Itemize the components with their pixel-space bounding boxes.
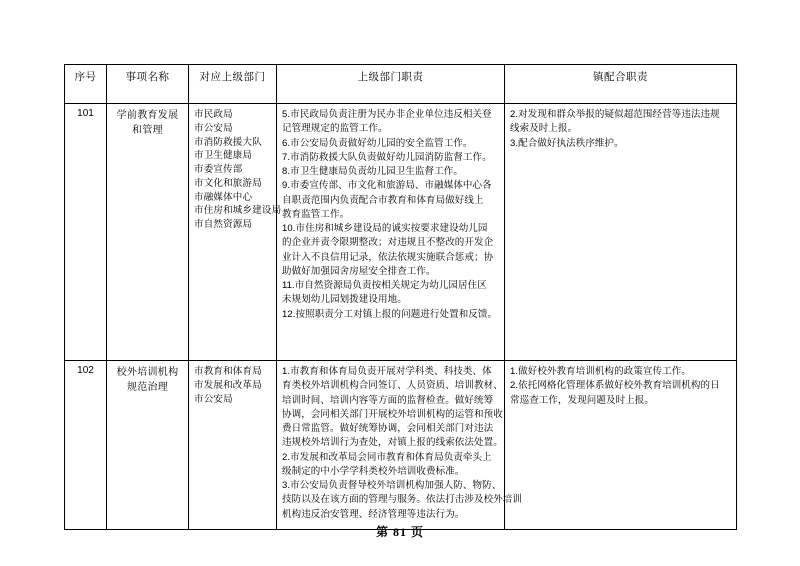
duty-line: 5.市民政局负责注册为民办非企业单位违反相关登 [282,109,492,120]
duty-line: 6.市公安局负责做好幼儿园的安全监管工作。 [282,137,473,149]
duty-line: 11.市自然资源局负责按相关规定为幼儿园居住区 [282,280,487,291]
duty-line: 10.市住房和城乡建设局的诚实按要求建设幼儿园 [282,223,488,234]
duty-line: 3.市公安局负责督导校外培训机构加强人防、物防、 [282,480,502,491]
duty-line: 7.市消防救援大队负责做好幼儿园消防监督工作。 [282,151,492,163]
duty-line: 技防以及在该方面的管理与服务。依法打击涉及校外培训 [282,494,523,506]
town-duty-line: 2.依托网格化管理体系做好校外教育培训机构的日 [510,380,720,392]
dept-line: 市融媒体中心 [194,191,253,203]
table-header [65,65,737,104]
duty-line: 违规校外培训行为查处，对镇上报的线索依法处置。 [282,437,503,449]
duty-line: 的企业并责令限期整改；对违规且不整改的开发企 [282,237,494,249]
cell-seq: 101 [65,104,107,361]
responsibility-table [64,64,737,530]
cell-town-cooperation-duty [505,104,737,361]
dept-line: 市消防救援大队 [194,136,262,148]
duty-line: 记管理规定的监管工作。 [282,123,388,135]
dept-line: 市委宣传部 [194,164,243,176]
duty-line: 机构违反治安管理、经济管理等违法行为。 [282,508,465,520]
town-duty-line: 1.做好校外教育培训机构的政策宣传工作。 [510,366,691,377]
dept-line: 市公安局 [194,122,233,134]
duty-line: 培训时间、培训内容等方面的监督检查。做好统筹 [282,394,494,406]
duty-line: 教育监管工作。 [282,208,350,220]
duty-line: 9.市委宣传部、市文化和旅游局、市融媒体中心各 [282,180,492,192]
duty-line: 2.市发展和改革局会同市教育和体育局负责牵头上 [282,451,492,463]
town-duty-line: 3.配合做好执法秩序维护。 [510,137,624,149]
duty-line: 费日常监管。做好统筹协调，会同相关部门对违法 [282,423,494,434]
header-town-cooperation-duty: 镇配合职责 [505,65,737,104]
cell-seq: 102 [65,361,107,530]
header-seq: 序号 [65,65,107,104]
duty-line: 助做好加强园舍房屋安全排查工作。 [282,265,436,277]
cell-item-name: 校外培训机构规范治理 [107,361,189,530]
page-number-footer: 第 81 页 [375,525,424,539]
dept-line: 市教育和体育局 [194,366,262,377]
table-row [65,104,737,361]
duty-line: 1.市教育和体育局负责开展对学科类、科技类、体 [282,366,492,377]
duty-line: 8.市卫生健康局负责幼儿园卫生监督工作。 [282,166,463,177]
dept-line: 市自然资源局 [194,219,253,231]
dept-line: 市文化和旅游局 [194,177,262,189]
town-duty-line: 线索及时上报。 [510,123,578,135]
dept-line: 市发展和改革局 [194,379,262,391]
cell-upper-department [189,361,277,530]
town-duty-line: 2.对发现和群众举报的疑似超范围经营等违法违规 [510,109,720,120]
town-duty-line: 常巡查工作，发现问题及时上报。 [510,394,655,406]
duty-line: 级制定的中小学学科类校外培训收费标准。 [282,465,465,477]
dept-line: 市卫生健康局 [194,150,253,162]
duty-line: 12.按照职责分工对镇上报的问题进行处置和反馈。 [282,308,498,320]
header-upper-department: 对应上级部门 [189,65,277,104]
cell-upper-department-duty [277,361,523,530]
duty-line: 业计入不良信用记录，依法依规实施联合惩戒；协 [282,251,494,263]
table-row [65,361,737,530]
header-item-name: 事项名称 [107,65,189,104]
cell-town-cooperation-duty [505,361,737,530]
dept-line: 市公安局 [194,393,233,405]
cell-upper-department [189,104,282,361]
cell-upper-department-duty [277,104,505,361]
duty-line: 育类校外培训机构合同签订、人员资质、培训教材、 [282,380,503,392]
duty-line: 未规划幼儿园划拨建设用地。 [282,294,407,306]
table-header-row [65,65,737,104]
cell-item-name: 学前教育发展和管理 [107,104,189,361]
header-upper-department-duty: 上级部门职责 [277,65,505,104]
dept-line: 市民政局 [194,109,233,120]
duty-line: 自职责范围内负责配合市教育和体育局做好线上 [282,194,484,206]
table-body [65,104,737,530]
dept-line: 市住房和城乡建设局 [194,205,282,217]
duty-line: 协调，会同相关部门开展校外培训机构的运管和预收 [282,408,503,420]
